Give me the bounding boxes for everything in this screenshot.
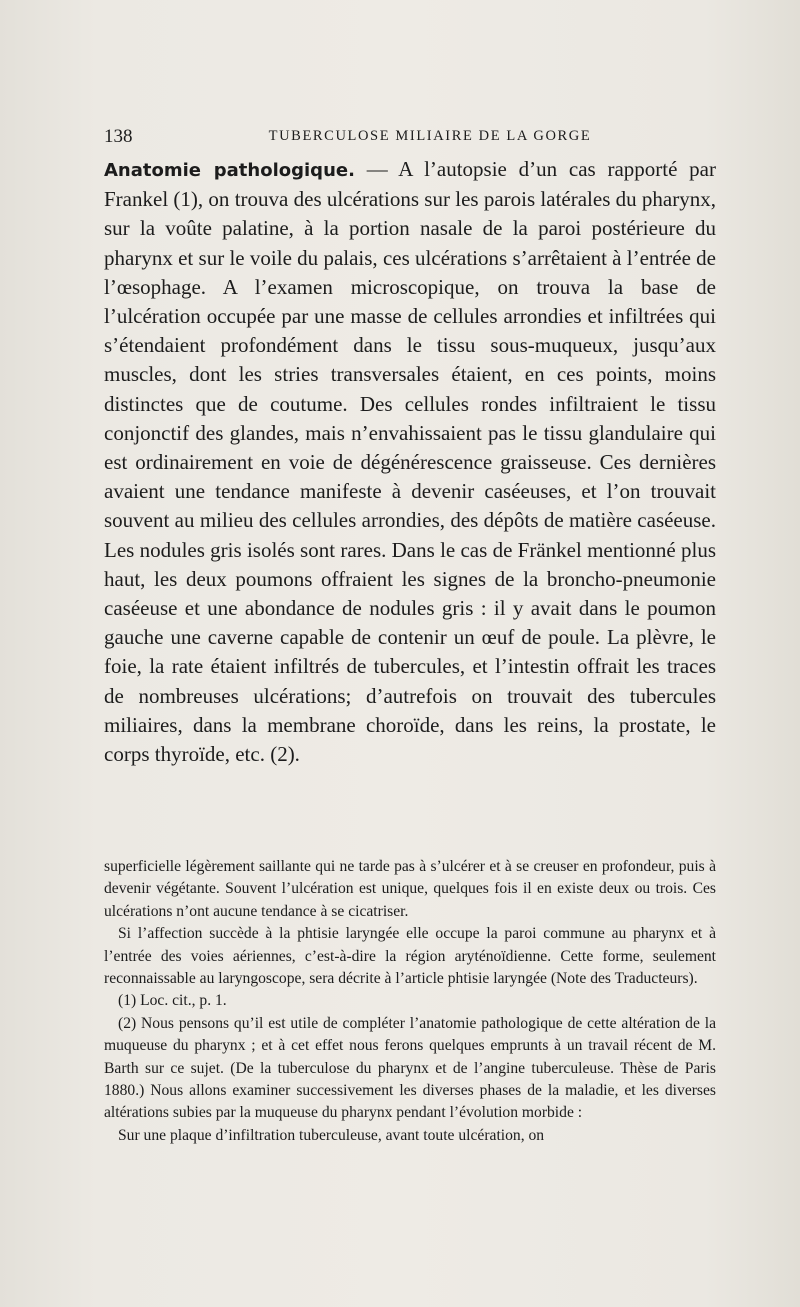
footnotes <box>104 856 716 1147</box>
footnote-2: (2) Nous pensons qu’il est utile de compléter l’anatomie pathologique de cette altération de la muqueuse du pharynx ; et à cet effet nous ferons quelques emprunts à un travail récent de M. Barth sur ce sujet. (De la tuberculose du pharynx et de l’angine tuberculeuse. Thèse de Paris 1880.) Nous allons examiner successivement les diverses phases de la maladie, et les diverses altérations subies par la muqueuse du pharynx pendant l’évolution morbide : <box>104 1014 716 1122</box>
footnote-1: (1) Loc. cit., p. 1. <box>118 992 227 1010</box>
footnote-continuation: superficielle légèrement saillante qui ne tarde pas à s’ulcérer et à se creuser en profondeur, puis à devenir végétante. Souvent l’ulcération est unique, quelques fois il en existe deux ou trois. Ces ulcérations n’ont aucune tendance à se cicatriser. <box>104 858 716 920</box>
footnote-paragraph: Si l’affection succède à la phtisie laryngée elle occupe la paroi commune au pharynx et à l’entrée des voies aériennes, c’est-à-dire la région aryténoïdienne. Cette forme, seulement reconnaissable au laryngoscope, sera décrite à l’article phtisie laryngée (Note des Traducteurs). <box>104 925 716 988</box>
main-paragraph: — A l’autopsie d’un cas rapporté par Frankel (1), on trouva des ulcérations sur les parois latérales du pharynx, sur la voûte palatine, à la portion nasale de la paroi postérieure du pharynx et sur le voile du palais, ces ulcérations s’arrêtaient à l’entrée de l’œsophage. A l’examen microscopique, on trouva la base de l’ulcération occupée par une masse de cellules arrondies et infiltrées qui s’étendaient profondément dans le tissu sous-muqueux, jusqu’aux muscles, dont les stries transversales étaient, en ces points, moins distinctes que de coutume. Des cellules rondes infiltraient le tissu conjonctif des glandes, mais n’envahissaient pas le tissu glandulaire qui est ordinairement en voie de dégénérescence graisseuse. Ces dernières avaient une tendance manifeste à devenir caséeuses, et l’on trouvait souvent au milieu des cellules arrondies, des dépôts de matière caséeuse. Les nodules gris isolés sont rares. Dans le cas de Fränkel mentionné plus haut, les deux poumons offraient les signes de la broncho-pneumonie caséeuse et une abondance de nodules gris : il y avait dans le poumon gauche une caverne capable de contenir un œuf de poule. La plèvre, le foie, la rate étaient infiltrés de tubercules, et l’intestin offrait les traces de nombreuses ulcérations; d’autrefois on trouvait des tubercules miliaires, dans la membrane choroïde, dans les reins, la prostate, le corps thyroïde, etc. (2). <box>104 157 716 767</box>
page-number: 138 <box>104 126 133 147</box>
running-title: TUBERCULOSE MILIAIRE DE LA GORGE <box>268 128 592 144</box>
footnote-paragraph-last: Sur une plaque d’infiltration tuberculeuse, avant toute ulcération, on <box>118 1126 545 1144</box>
section-heading: Anatomie pathologique. <box>104 160 355 181</box>
running-header <box>104 126 716 150</box>
main-text <box>104 155 716 769</box>
